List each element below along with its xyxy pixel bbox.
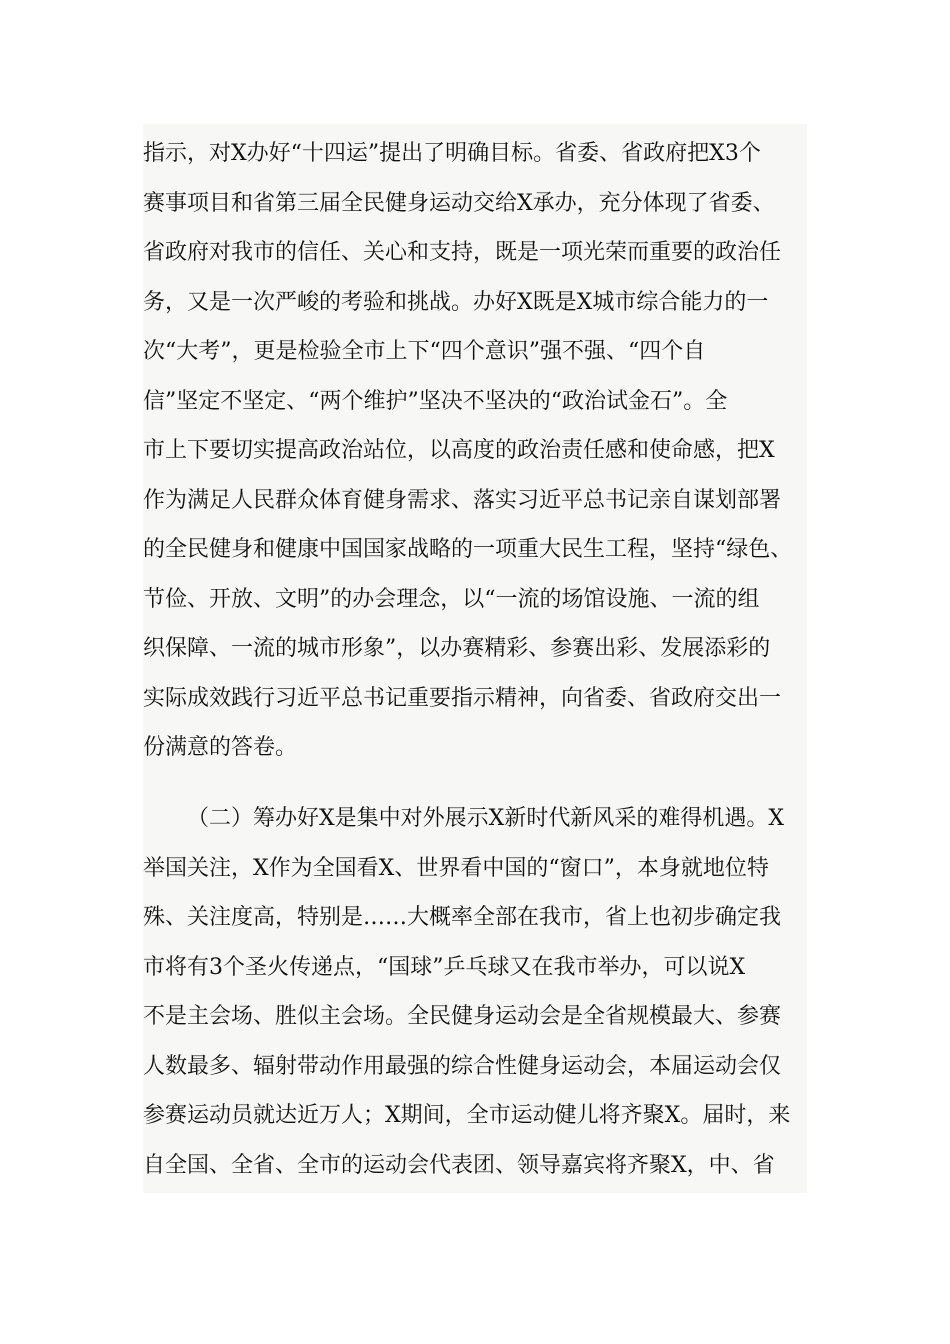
paragraph-1-line: 份满意的答卷。 bbox=[143, 735, 298, 760]
paragraph-1-line: 赛事项目和省第三届全民健身运动交给X承办，充分体现了省委、 bbox=[143, 191, 775, 216]
paragraph-2-line: 不是主会场、胜似主会场。全民健身运动会是全省规模最大、参赛 bbox=[143, 1004, 782, 1029]
paragraph-2-line: 举国关注，X作为全国看X、世界看中国的“窗口”，本身就地位特 bbox=[143, 856, 769, 881]
paragraph-2-line: 市将有3个圣火传递点，“国球”乒乓球又在我市举办，可以说X bbox=[143, 955, 746, 980]
document-text-block bbox=[143, 124, 807, 1193]
paragraph-1-line: 省政府对我市的信任、关心和支持，既是一项光荣而重要的政治任 bbox=[143, 240, 782, 265]
paragraph-2-line: 自全国、全省、全市的运动会代表团、领导嘉宾将齐聚X，中、省 bbox=[143, 1153, 775, 1178]
paragraph-1-line: 指示，对X办好“十四运”提出了明确目标。省委、省政府把X3个 bbox=[143, 141, 761, 166]
paragraph-2-line: 殊、关注度高，特别是……大概率全部在我市，省上也初步确定我 bbox=[143, 905, 782, 930]
paragraph-2-line: 人数最多、辐射带动作用最强的综合性健身运动会，本届运动会仅 bbox=[143, 1054, 782, 1079]
paragraph-1-line: 务，又是一次严峻的考验和挑战。办好X既是X城市综合能力的一 bbox=[143, 290, 769, 315]
paragraph-1-line: 织保障、一流的城市形象”，以办赛精彩、参赛出彩、发展添彩的 bbox=[143, 636, 771, 661]
paragraph-1-line: 次“大考”，更是检验全市上下“四个意识”强不强、“四个自 bbox=[143, 339, 706, 364]
paragraph-1-line: 实际成效践行习近平总书记重要指示精神，向省委、省政府交出一 bbox=[143, 686, 782, 711]
paragraph-1-line: 信”坚定不坚定、“两个维护”坚决不坚决的“政治试金石”。全 bbox=[143, 389, 728, 414]
paragraph-2-line: 参赛运动员就达近万人；X期间，全市运动健儿将齐聚X。届时，来 bbox=[143, 1103, 791, 1128]
paragraph-1-line: 作为满足人民群众体育健身需求、落实习近平总书记亲自谋划部署 bbox=[143, 488, 782, 513]
paragraph-1-line: 节俭、开放、文明”的办会理念，以“一流的场馆设施、一流的组 bbox=[143, 587, 760, 612]
paragraph-2-line: （二）筹办好X是集中对外展示X新时代新风采的难得机遇。X bbox=[187, 806, 784, 831]
paragraph-1-line: 市上下要切实提高政治站位，以高度的政治责任感和使命感，把X bbox=[143, 438, 775, 463]
paragraph-1-line: 的全民健身和健康中国国家战略的一项重大民生工程，坚持“绿色、 bbox=[143, 537, 793, 562]
